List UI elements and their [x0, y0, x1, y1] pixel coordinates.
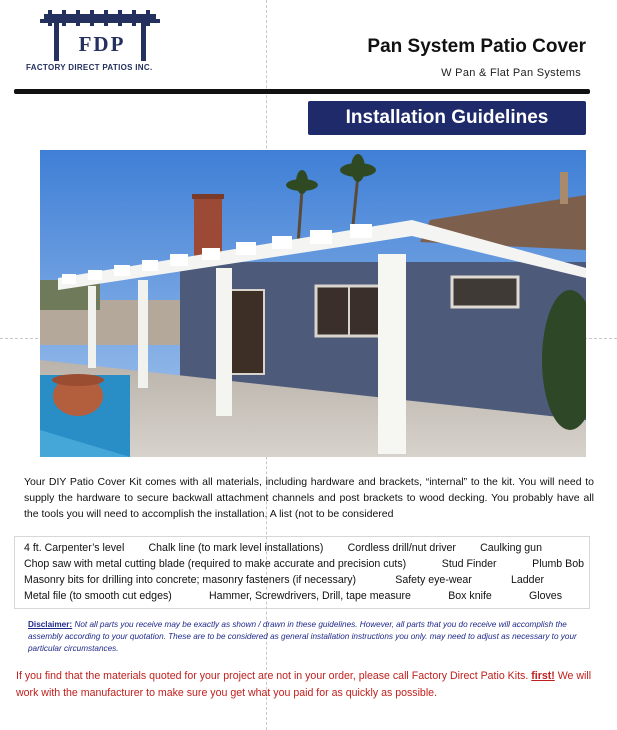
company-logo — [26, 10, 176, 76]
tool-item: 4 ft. Carpenter’s level — [24, 542, 125, 554]
header-rule — [14, 89, 590, 94]
tool-item: Cordless drill/nut driver — [347, 542, 456, 554]
tool-item: Metal file (to smooth cut edges) — [24, 590, 172, 602]
notice-emphasis: first! — [531, 670, 555, 682]
section-banner — [308, 101, 586, 135]
tool-item: Gloves — [529, 590, 562, 602]
tools-row-3 — [24, 574, 544, 586]
tool-item: Box knife — [448, 590, 492, 602]
tool-item: Plumb Bob — [532, 558, 584, 570]
notice-text-before: If you find that the materials quoted for your project are not in your order, please call Factory Direct Patio Kits. — [16, 670, 529, 682]
tools-row-2 — [24, 558, 584, 570]
tool-item: Hammer, Screwdrivers, Drill, tape measure — [209, 590, 411, 602]
tool-item: Chop saw with metal cutting blade (required to make accurate and precision cuts) — [24, 558, 407, 570]
tools-row-4 — [24, 590, 562, 602]
tool-item: Caulking gun — [480, 542, 542, 554]
tool-item: Masonry bits for drilling into concrete; masonry fasteners (if necessary) — [24, 574, 357, 586]
disclaimer-label: Disclaimer: — [28, 620, 73, 629]
patio-cover-photo — [40, 150, 586, 457]
tool-item: Stud Finder — [441, 558, 497, 570]
disclaimer — [28, 619, 594, 655]
logo-letters: FDP — [78, 32, 126, 56]
document-subtitle: W Pan & Flat Pan Systems — [441, 67, 581, 79]
tools-row-1 — [24, 542, 542, 554]
tools-list-box — [14, 536, 590, 609]
tool-item: Ladder — [511, 574, 544, 586]
intro-paragraph: Your DIY Patio Cover Kit comes with all materials, including hardware and brackets, “internal” to the kit. You will need to supply the hardware to secure backwall attachment channels and post brackets to wood decking. You probably have all the tools you will need to accomplish the installation. A list (not to be considered — [24, 476, 594, 520]
document-title: Pan System Patio Cover — [367, 36, 586, 57]
disclaimer-text: Not all parts you receive may be exactly as shown / drawn in these guidelines. However, all parts that you do receive will accomplish the assembly according to your quotation. These are to be considered as general installation instructions you only. may need to adjust as necessary to your particular circumstances. — [28, 620, 577, 653]
missing-materials-notice — [16, 668, 602, 702]
notice-text-after: We will work with the manufacturer to make sure you get what you paid for as quickly as possible. — [16, 670, 592, 699]
tool-item: Chalk line (to mark level installations) — [148, 542, 324, 554]
logo-company-name: FACTORY DIRECT PATIOS INC. — [26, 63, 153, 72]
banner-text: Installation Guidelines — [345, 107, 549, 128]
tool-item: Safety eye-wear — [395, 574, 472, 586]
